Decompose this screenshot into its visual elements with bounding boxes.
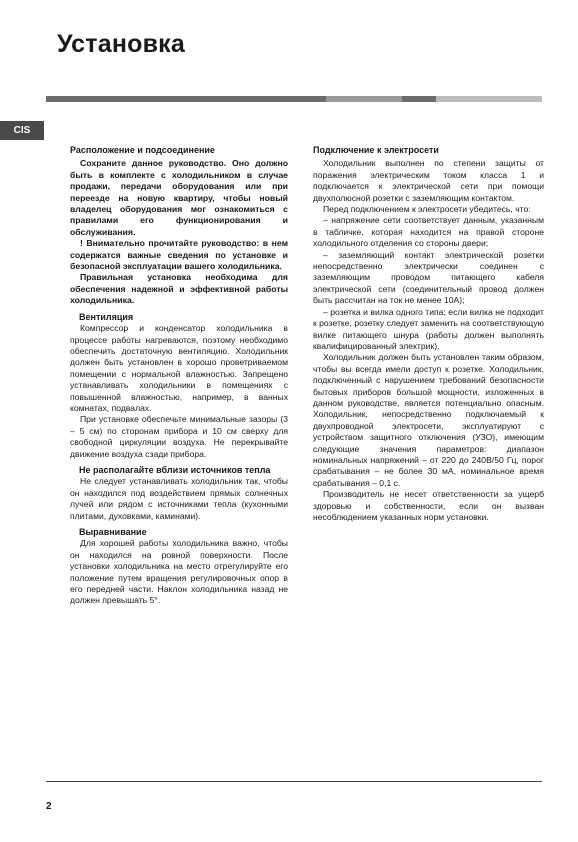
section-heading-electrical: Подключение к электросети (313, 145, 439, 155)
check-voltage-paragraph: – напряжение сети соответствует данным, указанным в табличке, которая находится на правой стороне холодильного отделения со стороны двери; (313, 215, 544, 249)
heat-source-heading: Не располагайте вблизи источников тепла (79, 464, 271, 475)
ventilation-paragraph: Компрессор и конденсатор холодильника в процессе работы нагреваются, поэтому необходимо обеспечить достаточную вентиляцию. Холодильник должен быть установлен в хорошо проветриваемом помещении с нормальной влажностью. Запрещено устанавливать холодильники в помещениях с повышенной влажностью, например, в ванных комнатах, подвалах. (70, 323, 288, 413)
liability-paragraph: Производитель не несет ответственности за ущерб здоровью и собственности, если он вызван несоблюдением указанных норм установки. (313, 489, 544, 522)
electrical-paragraph: Холодильник выполнен по степени защиты от поражения электрическим током класса 1 и подключается к электрической сети при помощи двухполюсной розетки с заземляющим контактом. (313, 158, 544, 203)
header-rule-segment (46, 96, 326, 102)
leveling-heading: Выравнивание (79, 527, 147, 537)
leveling-paragraph: Для хорошей работы холодильника важно, чтобы он находился на ровной поверхности. После установки холодильника на место отрегулируйте его положение путем вращения регулировочных опор в его передней части. Наклон холодильника назад не должен превышать 5°. (70, 538, 288, 606)
footer-rule (46, 781, 542, 782)
header-rule-segment (436, 96, 542, 102)
left-column (70, 145, 288, 607)
language-tab: CIS (0, 121, 44, 140)
warning-paragraph: ! Внимательно прочитайте руководство: в нем содержатся важные сведения по установке и безопасной эксплуатации вашего холодильника. (70, 238, 288, 272)
check-plug-paragraph: – розетка и вилка одного типа; если вилка не подходит к розетке, розетку следует заменить на соответствующую вилке питающего шнура (работы должен выполнять квалифицированный электрик). (313, 306, 544, 351)
right-column (313, 145, 544, 523)
header-rule-segment (402, 96, 436, 102)
intro-paragraph: Сохраните данное руководство. Оно должно быть в комплекте с холодильником в случае продажи, передачи оборудования или при переезде на новую квартиру, чтобы новый владелец оборудования мог ознакомиться с правилами его функционирования и обслуживания. (70, 158, 288, 237)
section-heading-placement: Расположение и подсоединение (70, 145, 215, 155)
access-paragraph: Холодильник должен быть установлен таким образом, чтобы вы всегда имели доступ к розетке. Холодильник, подключенный с нарушением требований безопасности бытовых приборов большой мощности, изложенных в данном руководстве, является потенциально опасным. Холодильник, непосредственно подключаемый к двухпроводной электросети, эксплуатируют с устройством защитного отключения (УЗО), имеющим следующие значения параметров: диапазон номинальных напряжений – от 220 до 240В/50 Гц, порог срабатывания – не более 30 мА, номинальное время срабатывания – 0,1 с. (313, 352, 544, 488)
check-intro-paragraph: Перед подключением к электросети убедитесь, что: (323, 204, 531, 215)
clearance-paragraph: При установке обеспечьте минимальные зазоры (3 – 5 см) по сторонам прибора и 10 см сверху для свободной циркуляции воздуха. Не перекрывайте движение воздуха сзади прибора. (70, 414, 288, 459)
ventilation-heading: Вентиляция (79, 311, 134, 322)
page-number: 2 (46, 801, 52, 812)
install-note-paragraph: Правильная установка необходима для обеспечения надежной и эффективной работы холодильника. (70, 272, 288, 306)
header-rule-segment (326, 96, 402, 102)
check-ground-paragraph: – заземляющий контакт электрической розетки непосредственно электрически соединен с заземляющим проводом питающего кабеля электрической сети (соединительный провод должен быть рассчитан на ток не менее 10А); (313, 249, 544, 306)
heat-source-paragraph: Не следует устанавливать холодильник так, чтобы он находился под воздействием прямых солнечных лучей или рядом с источниками тепла (кухонными плитами, духовками, каминами). (70, 476, 288, 521)
page-title: Установка (57, 30, 185, 58)
